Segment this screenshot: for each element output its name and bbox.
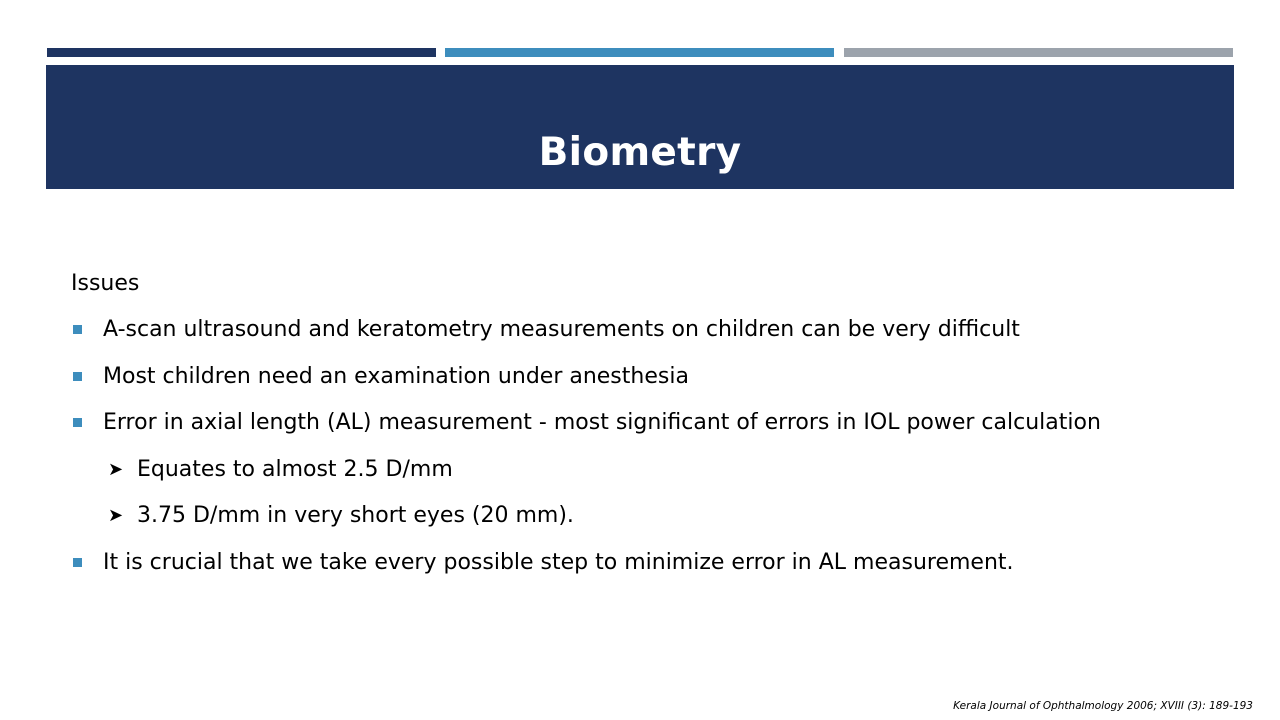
square-bullet-icon — [73, 325, 82, 334]
bullet-text: Error in axial length (AL) measurement - most significant of errors in IOL power calculation — [103, 410, 1101, 435]
arrow-bullet-icon: ➤ — [108, 458, 124, 480]
bullet-item — [71, 314, 1231, 346]
accent-bar-gray — [844, 48, 1233, 57]
bullet-item — [71, 547, 1231, 579]
arrow-bullet-icon: ➤ — [108, 505, 124, 526]
slide-body — [71, 268, 1231, 593]
citation: Kerala Journal of Ophthalmology 2006; XVIII (3): 189-193 — [953, 700, 1253, 712]
title-band — [46, 65, 1234, 189]
sub-bullet-text: 3.75 D/mm in very short eyes (20 mm). — [137, 503, 574, 528]
sub-bullet-item — [71, 500, 1231, 532]
bullet-text: A-scan ultrasound and keratometry measurements on children can be very difficult — [103, 317, 1020, 342]
square-bullet-icon — [73, 372, 82, 381]
sub-bullet-item — [71, 454, 1231, 486]
square-bullet-icon — [73, 418, 82, 427]
bullet-text: It is crucial that we take every possible step to minimize error in AL measurement. — [103, 549, 1014, 575]
sub-bullet-text: Equates to almost 2.5 D/mm — [137, 456, 453, 482]
bullet-text: Most children need an examination under anesthesia — [103, 363, 689, 389]
bullet-item — [71, 361, 1231, 393]
bullet-item — [71, 407, 1231, 439]
accent-bar-blue — [445, 48, 834, 57]
slide-title: Biometry — [538, 130, 742, 175]
square-bullet-icon — [73, 558, 82, 567]
section-heading: Issues — [71, 271, 140, 296]
accent-bar-navy — [47, 48, 436, 57]
